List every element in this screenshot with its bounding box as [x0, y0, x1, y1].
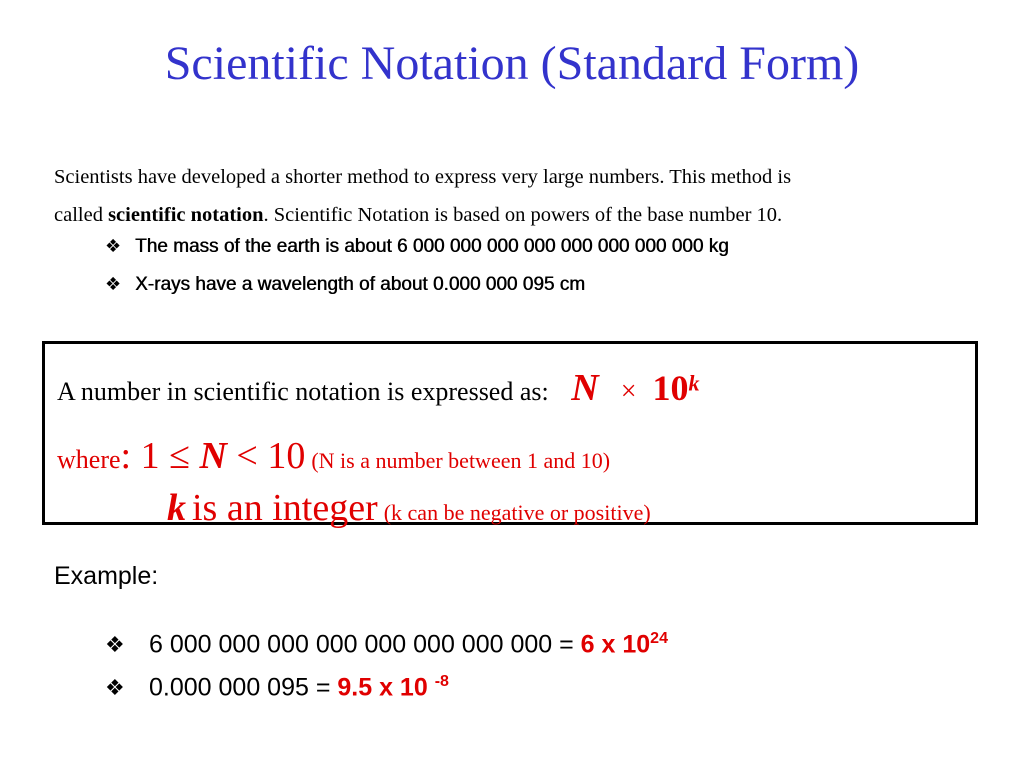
example-exponent: -8 [434, 673, 449, 690]
diamond-bullet-icon: ❖ [105, 274, 122, 294]
condition-k-note: (k can be negative or positive) [383, 500, 651, 525]
formula-n: N [571, 367, 599, 409]
example-exponent: 24 [650, 630, 668, 647]
formula [555, 367, 700, 409]
fact-item-xray-wavelength [105, 274, 585, 296]
formula-times: × [620, 376, 637, 407]
condition-k-line [167, 486, 651, 530]
condition-n-note: (N is a number between 1 and 10) [311, 448, 611, 473]
example-number: 6 000 000 000 000 000 000 000 000 = [149, 630, 581, 659]
example-heading: Example: [54, 562, 159, 590]
diamond-bullet-icon: ❖ [105, 236, 122, 256]
definition-intro: A number in scientific notation is expressed as: [57, 377, 549, 406]
example-row-large [105, 630, 668, 659]
intro-paragraph [54, 158, 984, 234]
condition-n-line [57, 434, 610, 478]
where-label: where [57, 445, 121, 474]
definition-line [57, 366, 699, 410]
fact-text: The mass of the earth is about 6 000 000 000 000 000 000 000 000 kg [135, 236, 729, 257]
intro-called: called [54, 204, 109, 226]
example-number: 0.000 000 095 = [149, 673, 338, 702]
example-result: 6 x 10 [580, 630, 651, 659]
example-result: 9.5 x 10 [337, 673, 435, 702]
condition-k: is an integer [192, 487, 378, 529]
fact-text: X-rays have a wavelength of about 0.000 000 095 cm [135, 274, 585, 295]
intro-line-2 [54, 196, 984, 234]
intro-line-1: Scientists have developed a shorter method to express very large numbers. This method is [54, 166, 792, 188]
condition-k-var: k [167, 487, 186, 529]
slide-title: Scientific Notation (Standard Form) [164, 37, 860, 90]
formula-k-superscript: k [688, 370, 700, 396]
example-row-small [105, 673, 449, 702]
condition-n: : 1 ≤ N < 10 [120, 435, 306, 477]
formula-ten: 10 [652, 368, 689, 408]
fact-item-earth-mass [105, 236, 729, 258]
diamond-bullet-icon: ❖ [105, 632, 125, 658]
intro-term: scientific notation [108, 204, 264, 226]
intro-line-2-rest: . Scientific Notation is based on powers of the base number 10. [263, 204, 783, 226]
diamond-bullet-icon: ❖ [105, 675, 125, 701]
definition-box [42, 341, 978, 529]
